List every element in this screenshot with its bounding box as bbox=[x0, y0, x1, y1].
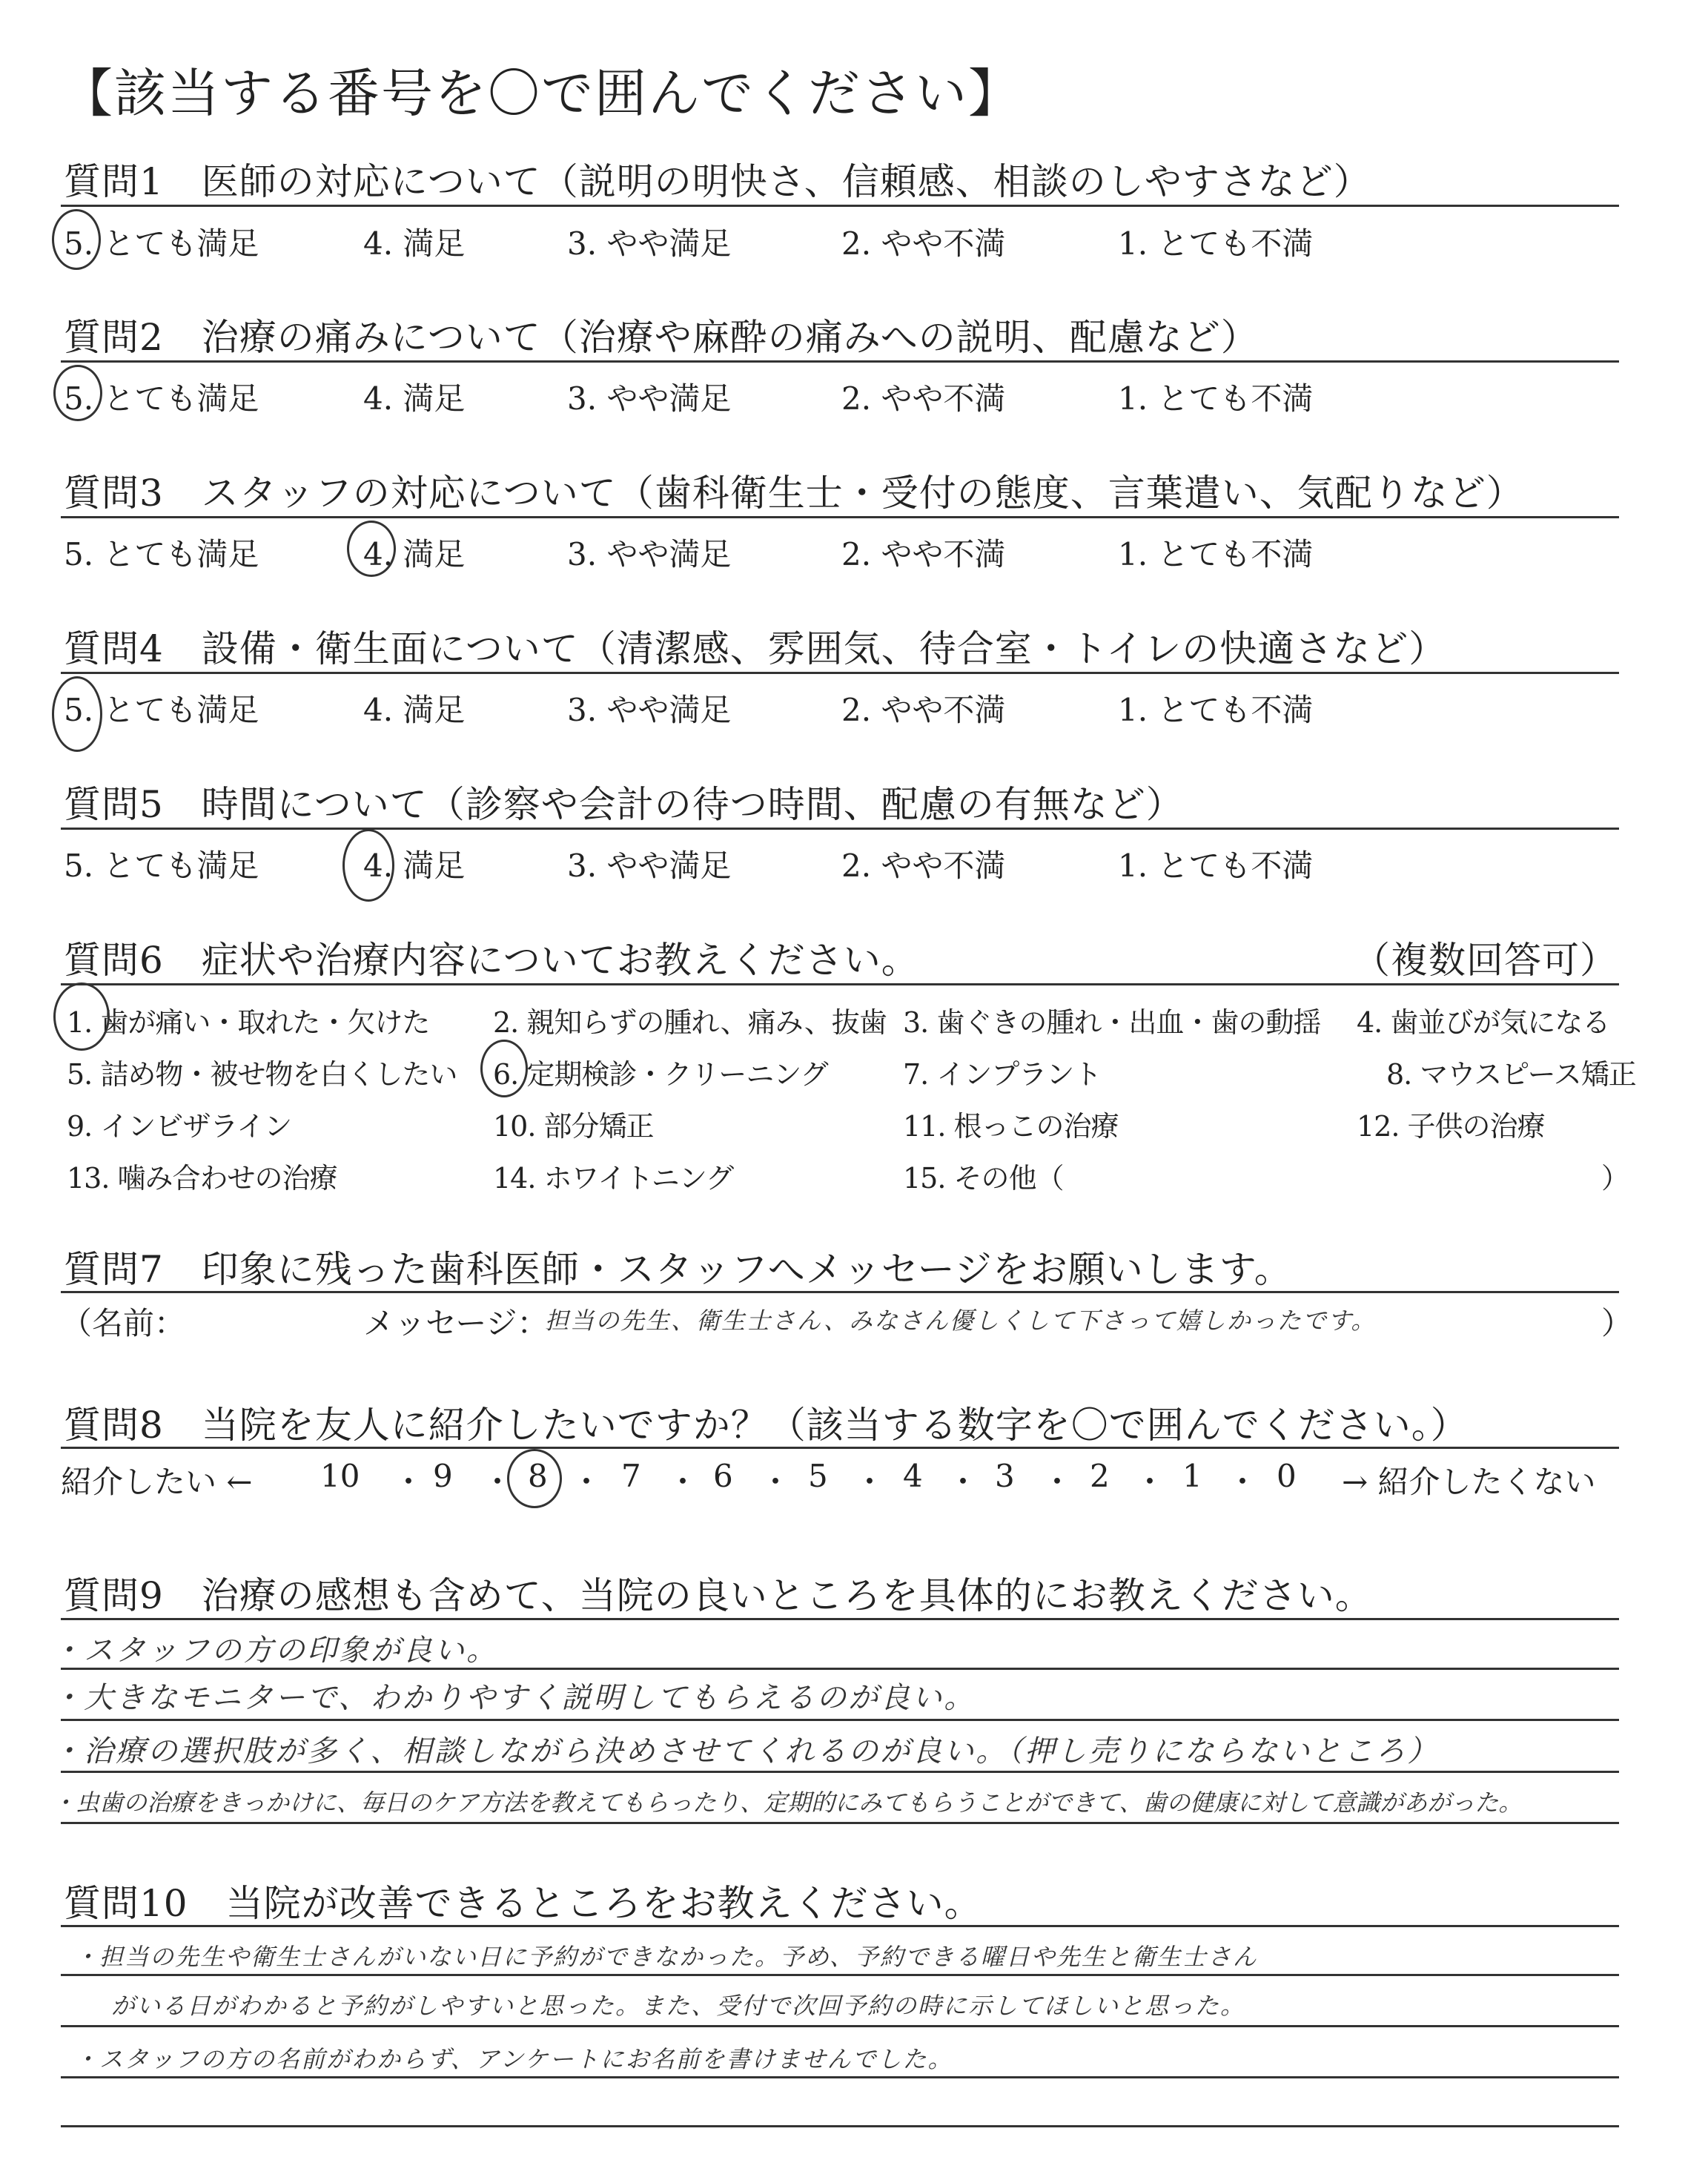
q6-option-10[interactable]: 10. 部分矯正 bbox=[493, 1110, 654, 1143]
q1-option-4[interactable]: 4. 満足 bbox=[363, 225, 466, 262]
divider bbox=[61, 983, 1619, 985]
q6-option-5[interactable]: 5. 詰め物・被せ物を白くしたい bbox=[67, 1058, 457, 1091]
answer-line bbox=[61, 2076, 1619, 2078]
question-2-heading: 質問2 治療の痛みについて（治療や麻酔の痛みへの説明、配慮など） bbox=[64, 316, 1259, 359]
q6-option-12[interactable]: 12. 子供の治療 bbox=[1357, 1110, 1545, 1143]
scale-separator: ・ bbox=[571, 1464, 603, 1500]
name-label: （名前： bbox=[61, 1305, 186, 1341]
q3-option-4[interactable]: 4. 満足 bbox=[363, 536, 466, 572]
answer-line bbox=[61, 1668, 1619, 1670]
scale-separator: ・ bbox=[1227, 1464, 1259, 1500]
scale-0[interactable]: 0 bbox=[1277, 1458, 1297, 1494]
selection-circle bbox=[52, 209, 101, 270]
recommend-right-label: → 紹介したくない bbox=[1342, 1464, 1596, 1500]
answer-line bbox=[61, 1974, 1619, 1976]
q6-option-15[interactable]: 15. その他（ bbox=[903, 1162, 1064, 1195]
message-label: メッセージ： bbox=[363, 1305, 549, 1341]
question-9-heading: 質問9 治療の感想も含めて、当院の良いところを具体的にお教えください。 bbox=[64, 1574, 1373, 1617]
q6-option-4[interactable]: 4. 歯並びが気になる bbox=[1357, 1006, 1610, 1039]
q9-answer-line-1: ・スタッフの方の印象が良い。 bbox=[52, 1634, 498, 1668]
q9-answer-line-4: ・虫歯の治療をきっかけに、毎日のケア方法を教えてもらったり、定期的にみてもらうことができて、歯の健康に対して意識があがった。 bbox=[52, 1789, 1523, 1817]
q5-option-1[interactable]: 1. とても不満 bbox=[1118, 848, 1314, 884]
q6-option-8[interactable]: 8. マウスピース矯正 bbox=[1386, 1058, 1636, 1091]
question-4-heading: 質問4 設備・衛生面について（清潔感、雰囲気、待合室・トイレの快適さなど） bbox=[64, 627, 1447, 670]
divider bbox=[61, 1925, 1619, 1927]
scale-separator: ・ bbox=[947, 1464, 979, 1500]
q3-option-1[interactable]: 1. とても不満 bbox=[1118, 536, 1314, 572]
q6-option-7[interactable]: 7. インプラント bbox=[903, 1058, 1102, 1091]
selection-circle bbox=[507, 1449, 562, 1508]
selection-circle bbox=[347, 521, 396, 577]
q4-option-2[interactable]: 2. やや不満 bbox=[841, 692, 1006, 728]
q2-option-1[interactable]: 1. とても不満 bbox=[1118, 380, 1314, 417]
scale-separator: ・ bbox=[667, 1464, 699, 1500]
selection-circle bbox=[480, 1040, 528, 1097]
q6-option-14[interactable]: 14. ホワイトニング bbox=[493, 1162, 734, 1195]
divider bbox=[61, 360, 1619, 363]
message-close-paren: ） bbox=[1601, 1305, 1633, 1341]
divider bbox=[61, 1447, 1619, 1449]
answer-line bbox=[61, 2125, 1619, 2127]
q3-option-3[interactable]: 3. やや満足 bbox=[567, 536, 732, 572]
answer-line bbox=[61, 1771, 1619, 1773]
q4-option-1[interactable]: 1. とても不満 bbox=[1118, 692, 1314, 728]
q2-option-2[interactable]: 2. やや不満 bbox=[841, 380, 1006, 417]
scale-3[interactable]: 3 bbox=[995, 1458, 1015, 1494]
question-5-heading: 質問5 時間について（診察や会計の待つ時間、配慮の有無など） bbox=[64, 783, 1184, 826]
divider bbox=[61, 828, 1619, 830]
q3-option-5[interactable]: 5. とても満足 bbox=[64, 536, 259, 572]
multiple-answers-note: （複数回答可） bbox=[1353, 939, 1618, 982]
scale-separator: ・ bbox=[1042, 1464, 1073, 1500]
q6-option-13[interactable]: 13. 噛み合わせの治療 bbox=[67, 1162, 337, 1195]
q6-option-11[interactable]: 11. 根っこの治療 bbox=[903, 1110, 1119, 1143]
q2-option-3[interactable]: 3. やや満足 bbox=[567, 380, 732, 417]
scale-8[interactable]: 8 bbox=[528, 1458, 548, 1494]
scale-separator: ・ bbox=[854, 1464, 886, 1500]
selection-circle bbox=[53, 365, 102, 421]
scale-9[interactable]: 9 bbox=[433, 1458, 453, 1494]
q10-answer-line-3: ・スタッフの方の名前がわからず、アンケートにお名前を書けませんでした。 bbox=[74, 2045, 953, 2073]
divider bbox=[61, 205, 1619, 207]
scale-separator: ・ bbox=[760, 1464, 792, 1500]
divider bbox=[61, 1291, 1619, 1293]
q5-option-4[interactable]: 4. 満足 bbox=[363, 848, 466, 884]
scale-separator: ・ bbox=[1134, 1464, 1166, 1500]
q5-option-5[interactable]: 5. とても満足 bbox=[64, 848, 259, 884]
divider bbox=[61, 1618, 1619, 1620]
divider bbox=[61, 672, 1619, 674]
q2-option-5[interactable]: 5. とても満足 bbox=[64, 380, 259, 417]
selection-circle bbox=[342, 829, 394, 902]
page-title: 【該当する番号を〇で囲んでください】 bbox=[61, 63, 1022, 124]
answer-line bbox=[61, 1719, 1619, 1721]
message-handwriting: 担当の先生、衛生士さん、みなさん優しくして下さって嬉しかったです。 bbox=[545, 1307, 1377, 1335]
scale-6[interactable]: 6 bbox=[713, 1458, 733, 1494]
q10-answer-line-2: がいる日がわかると予約がしやすいと思った。また、受付で次回予約の時に示してほしいと思った。 bbox=[111, 1992, 1246, 2020]
question-3-heading: 質問3 スタッフの対応について（歯科衛生士・受付の態度、言葉遣い、気配りなど） bbox=[64, 472, 1524, 515]
q1-option-3[interactable]: 3. やや満足 bbox=[567, 225, 732, 262]
q1-option-1[interactable]: 1. とても不満 bbox=[1118, 225, 1314, 262]
question-1-heading: 質問1 医師の対応について（説明の明快さ、信頼感、相談のしやすさなど） bbox=[64, 160, 1371, 203]
scale-2[interactable]: 2 bbox=[1090, 1458, 1110, 1494]
question-8-heading: 質問8 当院を友人に紹介したいですか？（該当する数字を〇で囲んでください。） bbox=[64, 1404, 1469, 1447]
divider bbox=[61, 516, 1619, 518]
selection-circle bbox=[52, 676, 102, 752]
q10-answer-line-1: ・担当の先生や衛生士さんがいない日に予約ができなかった。予め、予約できる曜日や先生と衛生士さん bbox=[74, 1943, 1258, 1971]
q6-option-3[interactable]: 3. 歯ぐきの腫れ・出血・歯の動揺 bbox=[903, 1006, 1321, 1039]
scale-10[interactable]: 10 bbox=[320, 1458, 360, 1494]
q6-other-close-paren: ） bbox=[1601, 1162, 1629, 1195]
q6-option-9[interactable]: 9. インビザライン bbox=[67, 1110, 292, 1143]
q3-option-2[interactable]: 2. やや不満 bbox=[841, 536, 1006, 572]
answer-line bbox=[61, 2025, 1619, 2027]
scale-separator: ・ bbox=[393, 1464, 425, 1500]
selection-circle bbox=[53, 982, 110, 1051]
q9-answer-line-2: ・大きなモニターで、わかりやすく説明してもらえるのが良い。 bbox=[52, 1681, 976, 1715]
q5-option-3[interactable]: 3. やや満足 bbox=[567, 848, 732, 884]
answer-line bbox=[61, 1822, 1619, 1824]
question-6-heading: 質問6 症状や治療内容についてお教えください。 bbox=[64, 939, 919, 982]
q1-option-5[interactable]: 5. とても満足 bbox=[64, 225, 259, 262]
q6-option-6[interactable]: 6. 定期検診・クリーニング bbox=[493, 1058, 828, 1091]
q5-option-2[interactable]: 2. やや不満 bbox=[841, 848, 1006, 884]
q6-option-1[interactable]: 1. 歯が痛い・取れた・欠けた bbox=[67, 1006, 430, 1039]
scale-5[interactable]: 5 bbox=[808, 1458, 828, 1494]
q6-option-2[interactable]: 2. 親知らずの腫れ、痛み、抜歯 bbox=[493, 1006, 887, 1039]
q1-option-2[interactable]: 2. やや不満 bbox=[841, 225, 1006, 262]
q4-option-4[interactable]: 4. 満足 bbox=[363, 692, 466, 728]
q9-answer-line-3: ・治療の選択肢が多く、相談しながら決めさせてくれるのが良い。（押し売りにならないところ） bbox=[52, 1734, 1440, 1768]
scale-1[interactable]: 1 bbox=[1182, 1458, 1202, 1494]
question-7-heading: 質問7 印象に残った歯科医師・スタッフへメッセージをお願いします。 bbox=[64, 1248, 1292, 1291]
recommend-left-label: 紹介したい ← bbox=[61, 1464, 253, 1500]
q4-option-5[interactable]: 5. とても満足 bbox=[64, 692, 259, 728]
scale-separator: ・ bbox=[482, 1464, 514, 1500]
scale-4[interactable]: 4 bbox=[903, 1458, 923, 1494]
question-10-heading: 質問10 当院が改善できるところをお教えください。 bbox=[64, 1882, 982, 1925]
q4-option-3[interactable]: 3. やや満足 bbox=[567, 692, 732, 728]
q2-option-4[interactable]: 4. 満足 bbox=[363, 380, 466, 417]
scale-7[interactable]: 7 bbox=[621, 1458, 641, 1494]
